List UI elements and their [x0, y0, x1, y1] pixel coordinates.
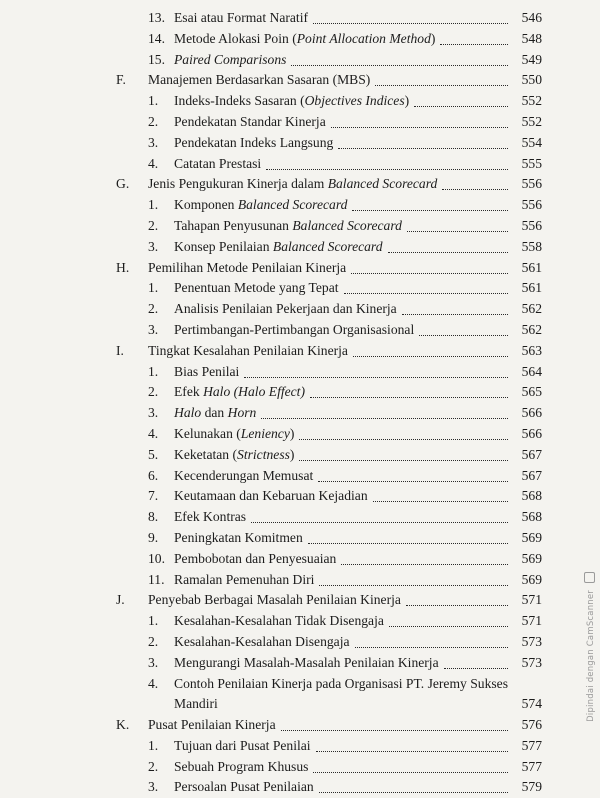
toc-title: Halo dan Horn [174, 405, 257, 421]
toc-page-number: 561 [521, 280, 542, 296]
toc-number: 3. [148, 134, 159, 150]
toc-page-number: 569 [521, 529, 542, 545]
toc-entry [0, 570, 600, 591]
toc-entry [0, 549, 600, 570]
dot-leader [310, 397, 508, 398]
toc-title: Keutamaan dan Kebaruan Kejadian [174, 488, 368, 504]
toc-page-number: 561 [521, 259, 542, 275]
toc-page-number: 552 [521, 113, 542, 129]
toc-entry [0, 133, 600, 154]
toc-page-number: 577 [521, 758, 542, 774]
toc-page-number: 555 [521, 155, 542, 171]
dot-leader [352, 210, 508, 211]
dot-leader [402, 314, 508, 315]
dot-leader [261, 418, 508, 419]
toc-page-number: 577 [521, 737, 542, 753]
toc-number: F. [116, 72, 126, 88]
dot-leader [313, 772, 508, 773]
toc-page-number: 569 [521, 571, 542, 587]
toc-title: Mengurangi Masalah-Masalah Penilaian Kinerja [174, 654, 439, 670]
dot-leader [373, 501, 508, 502]
toc-entry [0, 154, 600, 175]
toc-section [0, 715, 600, 736]
toc-number: 15. [148, 51, 165, 67]
dot-leader [341, 564, 508, 565]
toc-page-number: 565 [521, 384, 542, 400]
toc-page-number: 556 [521, 197, 542, 213]
toc-entry [0, 424, 600, 445]
toc-entry [0, 382, 600, 403]
toc-number: 14. [148, 30, 165, 46]
toc-number: 2. [148, 758, 159, 774]
toc-title: Paired Comparisons [174, 51, 287, 67]
toc-entry [0, 507, 600, 528]
toc-entry [0, 757, 600, 778]
toc-number: H. [116, 259, 130, 275]
toc-title: Kecenderungan Memusat [174, 467, 314, 483]
toc-title: Peningkatan Komitmen [174, 529, 303, 545]
toc-title: Bias Penilai [174, 363, 240, 379]
dot-leader [316, 751, 508, 752]
toc-entry [0, 486, 600, 507]
toc-title: Metode Alokasi Poin (Point Allocation Method) [174, 30, 436, 46]
toc-page-number: 554 [521, 134, 542, 150]
toc-entry [0, 611, 600, 632]
dot-leader [319, 792, 508, 793]
toc-number: K. [116, 717, 130, 733]
toc-section [0, 341, 600, 362]
toc-page-number: 569 [521, 550, 542, 566]
toc-section [0, 590, 600, 611]
toc-entry [0, 112, 600, 133]
toc-page-number: 571 [521, 592, 542, 608]
toc-number: 3. [148, 238, 159, 254]
dot-leader [442, 189, 508, 190]
dot-leader [308, 543, 508, 544]
toc-page-number: 574 [521, 696, 542, 712]
toc-entry [0, 50, 600, 71]
dot-leader [389, 626, 508, 627]
toc-entry [0, 91, 600, 112]
dot-leader [319, 585, 508, 586]
toc-page-number: 549 [521, 51, 542, 67]
toc-page-number: 546 [521, 10, 542, 25]
toc-title: Jenis Pengukuran Kinerja dalam Balanced Scorecard [148, 176, 438, 192]
toc-page-number: 573 [521, 633, 542, 649]
toc-section [0, 258, 600, 279]
toc-number: 1. [148, 280, 159, 296]
scanner-watermark: Dipindai dengan CamScanner [586, 590, 596, 722]
toc-section [0, 174, 600, 195]
dot-leader [444, 668, 508, 669]
toc-entry [0, 466, 600, 487]
toc-title: Pemilihan Metode Penilaian Kinerja [148, 259, 347, 275]
toc-entry [0, 632, 600, 653]
toc-entry [0, 237, 600, 258]
toc-page-number: 568 [521, 509, 542, 525]
dot-leader [353, 356, 508, 357]
toc-number: 4. [148, 425, 159, 441]
toc-number: 2. [148, 633, 159, 649]
dot-leader [281, 730, 508, 731]
toc-number: J. [116, 592, 125, 608]
toc-section [0, 70, 600, 91]
toc-number: 9. [148, 529, 159, 545]
toc-number: 1. [148, 197, 159, 213]
toc-title: Pembobotan dan Penyesuaian [174, 550, 337, 566]
toc-title: Tahapan Penyusunan Balanced Scorecard [174, 217, 402, 233]
toc-title: Pertimbangan-Pertimbangan Organisasional [174, 321, 415, 337]
toc-number: 2. [148, 217, 159, 233]
toc-title: Catatan Prestasi [174, 155, 262, 171]
dot-leader [406, 605, 508, 606]
dot-leader [440, 44, 508, 45]
toc-title: Persoalan Pusat Penilaian [174, 779, 314, 795]
dot-leader [351, 273, 508, 274]
toc-number: 2. [148, 301, 159, 317]
toc-page-number: 571 [521, 613, 542, 629]
dot-leader [388, 252, 508, 253]
toc-page-number: 566 [521, 425, 542, 441]
camscanner-icon [584, 572, 595, 583]
toc-title: Contoh Penilaian Kinerja pada Organisasi PT. Jeremy Sukses Mandiri [174, 675, 508, 712]
toc-number: 8. [148, 509, 159, 525]
toc-page-number: 567 [521, 467, 542, 483]
toc-title: Indeks-Indeks Sasaran (Objectives Indices) [174, 93, 410, 109]
toc-page-number: 556 [521, 217, 542, 233]
table-of-contents [0, 8, 600, 798]
toc-entry [0, 674, 600, 716]
toc-page-number: 573 [521, 654, 542, 670]
toc-page-number: 550 [521, 72, 542, 88]
toc-number: 6. [148, 467, 159, 483]
dot-leader [407, 231, 508, 232]
toc-entry [0, 403, 600, 424]
toc-title: Kesalahan-Kesalahan Tidak Disengaja [174, 613, 384, 629]
toc-page-number: 552 [521, 93, 542, 109]
toc-title: Tujuan dari Pusat Penilai [174, 737, 311, 753]
toc-title: Tingkat Kesalahan Penilaian Kinerja [148, 342, 348, 358]
toc-number: 3. [148, 779, 159, 795]
dot-leader [266, 169, 508, 170]
toc-title: Komponen Balanced Scorecard [174, 197, 348, 213]
toc-title: Efek Halo (Halo Effect) [174, 384, 305, 400]
toc-page-number: 556 [521, 176, 542, 192]
toc-number: 4. [148, 155, 159, 171]
dot-leader [338, 148, 508, 149]
toc-entry [0, 216, 600, 237]
toc-title: Esai atau Format Naratif [174, 10, 308, 25]
toc-number: 13. [148, 10, 165, 25]
dot-leader [299, 460, 508, 461]
dot-leader [318, 481, 508, 482]
toc-page-number: 548 [521, 30, 542, 46]
toc-page-number: 568 [521, 488, 542, 504]
toc-number: 2. [148, 384, 159, 400]
toc-entry [0, 8, 600, 29]
toc-number: G. [116, 176, 130, 192]
toc-title: Pendekatan Standar Kinerja [174, 113, 326, 129]
toc-title: Efek Kontras [174, 509, 247, 525]
toc-title: Kelunakan (Leniency) [174, 425, 295, 441]
toc-entry [0, 736, 600, 757]
toc-title: Analisis Penilaian Pekerjaan dan Kinerja [174, 301, 397, 317]
toc-page-number: 567 [521, 446, 542, 462]
toc-number: 11. [148, 571, 165, 587]
toc-title: Ramalan Pemenuhan Diri [174, 571, 315, 587]
toc-page-number: 562 [521, 301, 542, 317]
toc-entry [0, 653, 600, 674]
toc-title: Penyebab Berbagai Masalah Penilaian Kinerja [148, 592, 401, 608]
dot-leader [414, 106, 508, 107]
toc-entry [0, 445, 600, 466]
toc-page-number: 579 [521, 779, 542, 795]
toc-number: 2. [148, 113, 159, 129]
toc-title: Pusat Penilaian Kinerja [148, 717, 276, 733]
dot-leader [419, 335, 508, 336]
dot-leader [355, 647, 508, 648]
toc-number: I. [116, 342, 124, 358]
toc-page-number: 566 [521, 405, 542, 421]
toc-number: 1. [148, 363, 159, 379]
dot-leader [313, 23, 508, 24]
toc-title: Keketatan (Strictness) [174, 446, 295, 462]
toc-page-number: 563 [521, 342, 542, 358]
toc-entry [0, 362, 600, 383]
toc-number: 1. [148, 613, 159, 629]
toc-number: 1. [148, 93, 159, 109]
toc-entry [0, 29, 600, 50]
toc-number: 10. [148, 550, 165, 566]
toc-entry [0, 528, 600, 549]
dot-leader [375, 85, 508, 86]
dot-leader [251, 522, 508, 523]
toc-entry [0, 320, 600, 341]
dot-leader [291, 65, 508, 66]
dot-leader [299, 439, 508, 440]
toc-title: Sebuah Program Khusus [174, 758, 309, 774]
toc-number: 5. [148, 446, 159, 462]
dot-leader [244, 377, 508, 378]
toc-page-number: 558 [521, 238, 542, 254]
toc-page-number: 564 [521, 363, 542, 379]
toc-entry [0, 299, 600, 320]
toc-number: 3. [148, 321, 159, 337]
toc-title: Penentuan Metode yang Tepat [174, 280, 339, 296]
toc-entry [0, 777, 600, 798]
toc-title: Manajemen Berdasarkan Sasaran (MBS) [148, 72, 371, 88]
dot-leader [331, 127, 508, 128]
toc-title: Kesalahan-Kesalahan Disengaja [174, 633, 350, 649]
toc-number: 3. [148, 405, 159, 421]
toc-number: 7. [148, 488, 159, 504]
toc-number: 1. [148, 737, 159, 753]
toc-number: 4. [148, 675, 159, 691]
toc-number: 3. [148, 654, 159, 670]
toc-title: Konsep Penilaian Balanced Scorecard [174, 238, 383, 254]
toc-entry [0, 278, 600, 299]
toc-title: Pendekatan Indeks Langsung [174, 134, 334, 150]
toc-entry [0, 195, 600, 216]
toc-page-number: 562 [521, 321, 542, 337]
dot-leader [344, 293, 508, 294]
toc-page-number: 576 [521, 717, 542, 733]
